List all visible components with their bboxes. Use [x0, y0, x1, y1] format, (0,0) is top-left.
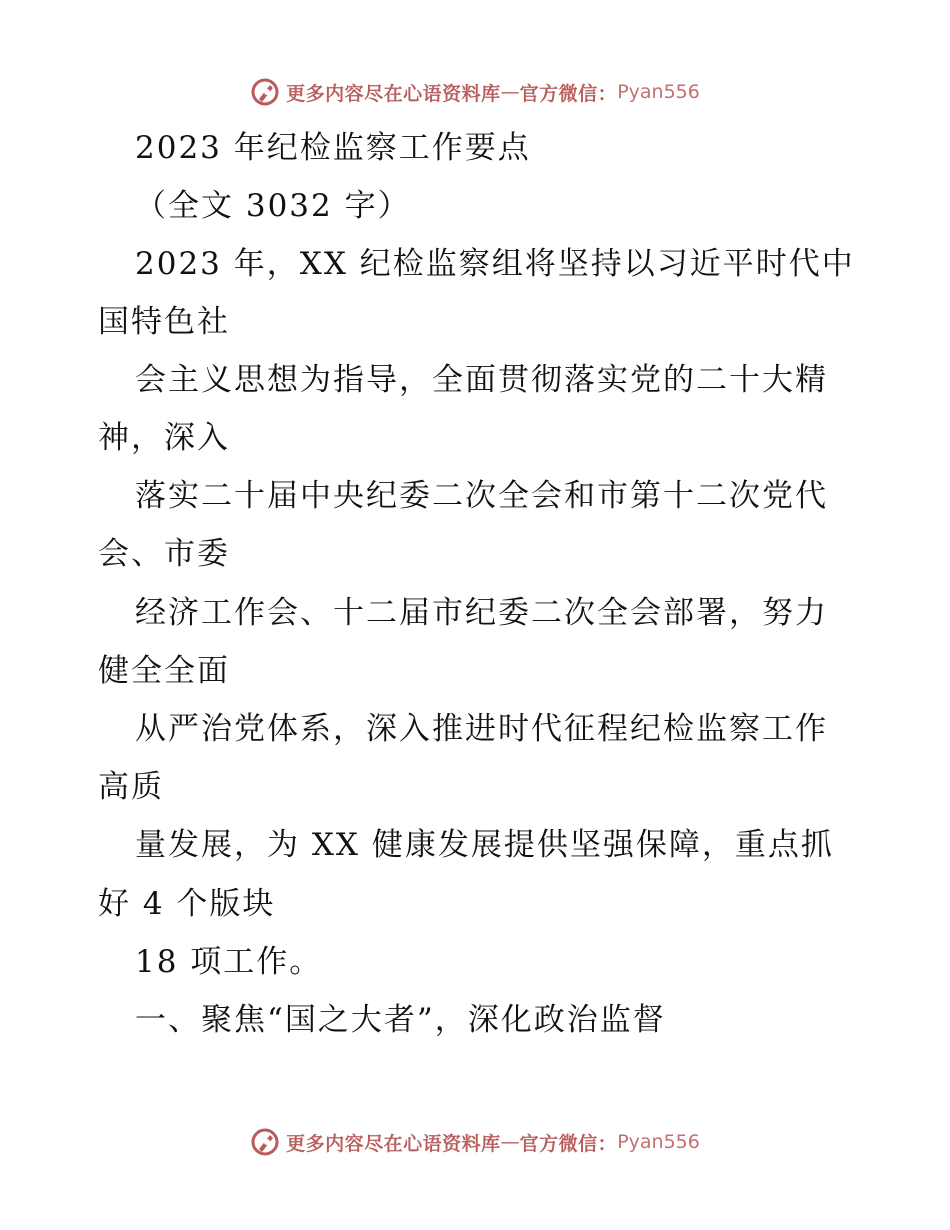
paragraph-line-12: 好 4 个版块 [98, 886, 276, 922]
watermark-brand: 更多内容尽在心语资料库 [286, 82, 501, 105]
pen-logo-icon [250, 1127, 280, 1157]
paragraph-line-13: 18 项工作。 [135, 944, 323, 980]
paragraph-line-6: 会、市委 [98, 536, 230, 572]
paragraph-line-2: 国特色社 [98, 304, 230, 340]
paragraph-line-5: 落实二十届中央纪委二次全会和市第十二次党代 [135, 478, 828, 514]
footer-watermark [0, 1122, 950, 1162]
paragraph-line-11: 量发展，为 XX 健康发展提供坚强保障，重点抓 [135, 827, 834, 863]
watermark-separator: — [500, 1131, 520, 1153]
paragraph-line-8: 健全全面 [98, 653, 230, 689]
paragraph-line-4: 神，深入 [98, 420, 230, 456]
paragraph-line-3: 会主义思想为指导，全面贯彻落实党的二十大精 [135, 362, 828, 398]
watermark-separator: — [500, 81, 520, 103]
paragraph-line-7: 经济工作会、十二届市纪委二次全会部署，努力 [135, 595, 828, 631]
paragraph-line-10: 高质 [98, 769, 164, 805]
watermark-brand: 更多内容尽在心语资料库 [286, 1132, 501, 1155]
watermark-wechat-label: 官方微信： [519, 82, 618, 105]
document-title: 2023 年纪检监察工作要点 [135, 130, 531, 166]
word-count: （全文 3032 字） [135, 188, 411, 224]
pen-logo-icon [250, 77, 280, 107]
header-watermark [0, 72, 950, 112]
watermark-wechat-id: Pyan556 [617, 1131, 700, 1153]
paragraph-line-1: 2023 年，XX 纪检监察组将坚持以习近平时代中 [135, 246, 855, 282]
section-heading: 一、聚焦“国之大者”，深化政治监督 [135, 1002, 666, 1038]
paragraph-line-9: 从严治党体系，深入推进时代征程纪检监察工作 [135, 711, 828, 747]
watermark-wechat-label: 官方微信： [519, 1132, 618, 1155]
watermark-wechat-id: Pyan556 [617, 81, 700, 103]
